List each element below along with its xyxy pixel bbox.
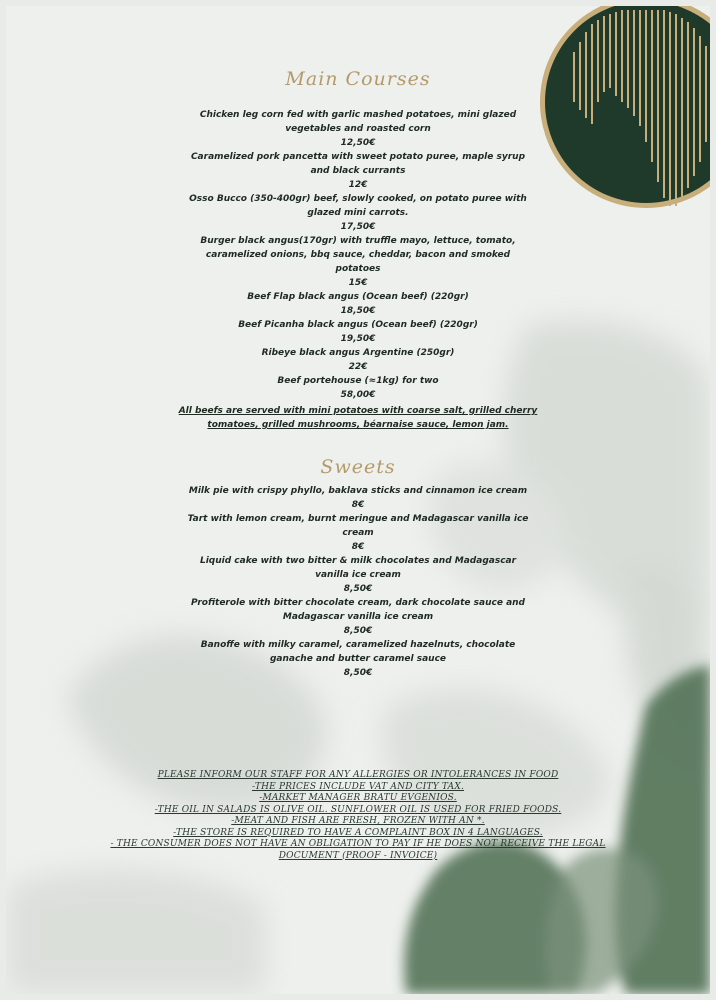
item-price: 18,50€ — [340, 306, 376, 316]
list-item — [182, 290, 534, 318]
list-item — [182, 484, 534, 512]
item-name: Osso Bucco (350-400gr) beef, slowly cooked, on potato puree with glazed mini carrots. — [189, 194, 527, 218]
list-item — [182, 374, 534, 402]
striped-gold-emblem-icon — [530, 6, 710, 238]
item-price: 8,50€ — [343, 584, 373, 594]
menu-page — [6, 6, 710, 994]
main-courses-list — [182, 108, 534, 402]
item-name: Beef portehouse (≈1kg) for two — [277, 376, 439, 386]
item-name: Profiterole with bitter chocolate cream, dark chocolate sauce and Madagascar vanilla ice cream — [191, 598, 525, 622]
main-courses-title: Main Courses — [285, 68, 431, 90]
item-price: 12€ — [348, 180, 368, 190]
notice-line: -MARKET MANAGER BRATU EVGENIOS. — [259, 793, 457, 803]
item-name: Beef Picanha black angus (Ocean beef) (220gr) — [238, 320, 478, 330]
item-price: 8€ — [351, 542, 365, 552]
notice-line: -THE STORE IS REQUIRED TO HAVE A COMPLAINT BOX IN 4 LANGUAGES. — [173, 827, 543, 838]
item-name: Ribeye black angus Argentine (250gr) — [261, 348, 455, 358]
notice-line: - THE CONSUMER DOES NOT HAVE AN OBLIGATION TO PAY IF HE DOES NOT RECEIVE THE LEGAL — [110, 839, 606, 849]
item-price: 15€ — [348, 278, 368, 288]
beef-serving-note: All beefs are served with mini potatoes with coarse salt, grilled cherry tomatoes, grilled mushrooms, béarnaise sauce, lemon jam. — [178, 406, 538, 430]
sweets-list — [182, 484, 534, 680]
item-name: Liquid cake with two bitter & milk chocolates and Madagascar vanilla ice cream — [199, 556, 517, 580]
list-item — [182, 150, 534, 192]
item-price: 12,50€ — [340, 138, 376, 148]
item-name: Banoffe with milky caramel, caramelized hazelnuts, chocolate ganache and butter caramel sauce — [200, 640, 516, 664]
notice-line: -THE PRICES INCLUDE VAT AND CITY TAX. — [251, 781, 465, 792]
list-item — [182, 234, 534, 290]
notice-line: -MEAT AND FISH ARE FRESH, FROZEN WITH AN *. — [231, 816, 485, 826]
item-name: Beef Flap black angus (Ocean beef) (220gr) — [247, 292, 469, 302]
item-name: Caramelized pork pancetta with sweet potato puree, maple syrup and black currants — [190, 152, 526, 176]
item-price: 8,50€ — [343, 668, 373, 678]
item-price: 22€ — [348, 362, 368, 372]
list-item — [182, 638, 534, 680]
notice-line: DOCUMENT (PROOF - INVOICE) — [278, 850, 438, 861]
sweets-title: Sweets — [320, 456, 396, 478]
item-price: 19,50€ — [340, 334, 376, 344]
legal-notices — [96, 770, 620, 862]
list-item — [182, 346, 534, 374]
item-price: 58,00€ — [340, 390, 376, 400]
list-item — [182, 554, 534, 596]
list-item — [182, 192, 534, 234]
item-name: Milk pie with crispy phyllo, baklava sticks and cinnamon ice cream — [188, 486, 528, 496]
notice-line: PLEASE INFORM OUR STAFF FOR ANY ALLERGIES OR INTOLERANCES IN FOOD — [157, 770, 559, 780]
item-name: Chicken leg corn fed with garlic mashed potatoes, mini glazed vegetables and roasted corn — [199, 110, 517, 134]
list-item — [182, 512, 534, 554]
item-name: Burger black angus(170gr) with truffle mayo, lettuce, tomato, caramelized onions, bbq sauce, cheddar, bacon and smoked potatoes — [200, 236, 516, 274]
notice-line: -THE OIL IN SALADS IS OLIVE OIL. SUNFLOWER OIL IS USED FOR FRIED FOODS. — [154, 804, 562, 815]
list-item — [182, 596, 534, 638]
item-price: 8,50€ — [343, 626, 373, 636]
item-name: Tart with lemon cream, burnt meringue and Madagascar vanilla ice cream — [187, 514, 529, 538]
item-price: 8€ — [351, 500, 365, 510]
list-item — [182, 108, 534, 150]
list-item — [182, 318, 534, 346]
item-price: 17,50€ — [340, 222, 376, 232]
